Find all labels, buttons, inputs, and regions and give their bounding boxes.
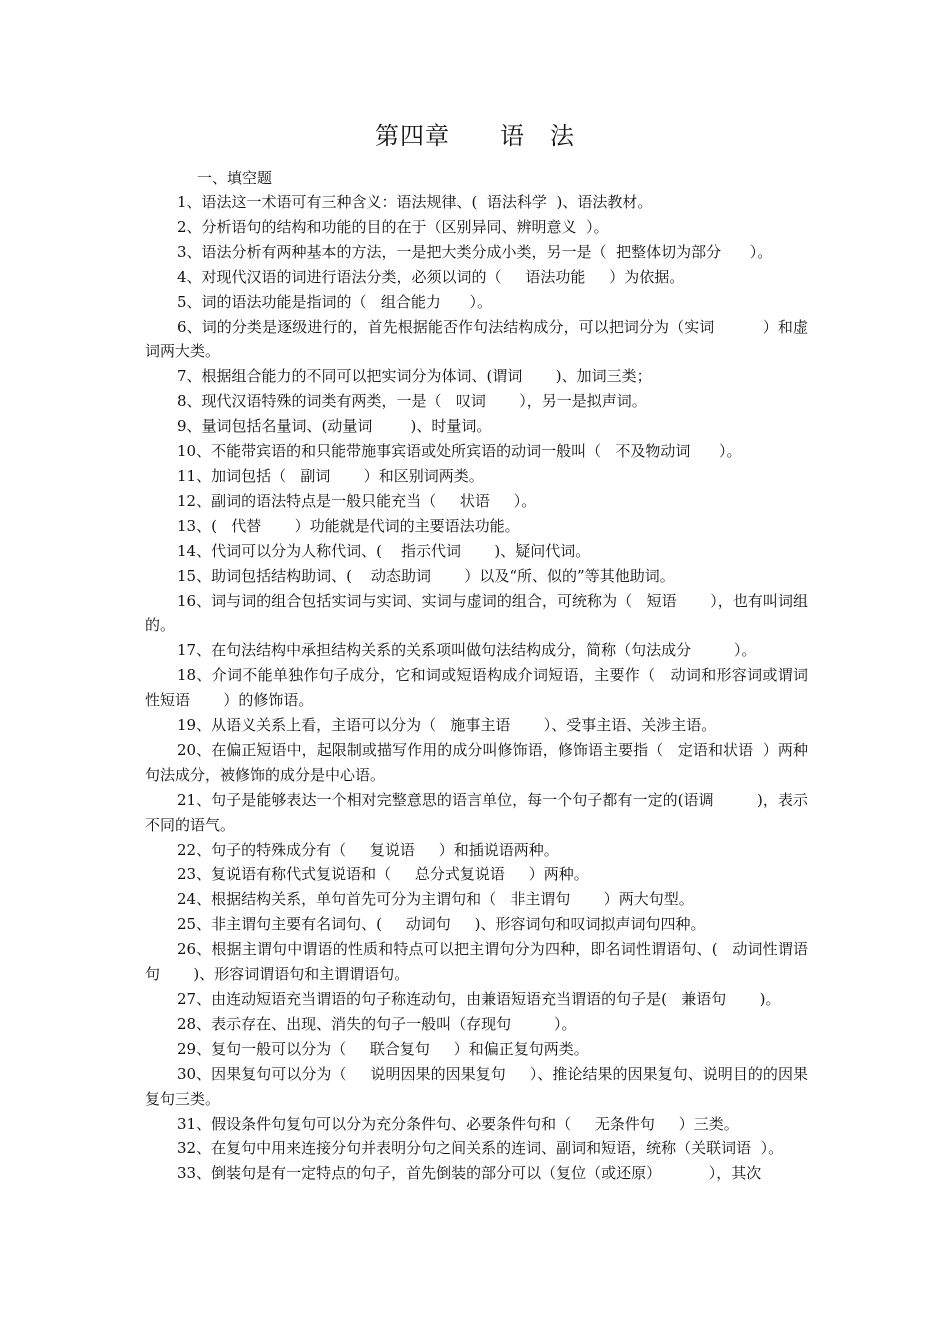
question-item: 29、复句一般可以分为（ 联合复句 ）和偏正复句两类。 — [177, 1039, 589, 1058]
question-item: 5、词的语法功能是指词的（ 组合能力 ）。 — [177, 292, 492, 311]
question-item: 18、介词不能单独作句子成分，它和词或短语构成介词短语，主要作（ 动词和形容词或谓词性短语 ）的修饰语。 — [145, 666, 808, 710]
question-item: 1、语法这一术语可有三种含义：语法规律、( 语法科学 )、语法教材。 — [177, 193, 653, 211]
question-item: 7、根据组合能力的不同可以把实词分为体词、(谓词 )、加词三类； — [177, 367, 652, 386]
question-list — [145, 190, 808, 1186]
question-item: 31、假设条件句复句可以分为充分条件句、必要条件句和（ 无条件句 ）三类。 — [177, 1114, 739, 1133]
question-item: 12、副词的语法特点是一般只能充当（ 状语 ）。 — [177, 491, 537, 510]
question-item: 21、句子是能够表达一个相对完整意思的语言单位，每一个句子都有一定的(语调 )，表示不同的语气。 — [145, 790, 808, 834]
question-item: 27、由连动短语充当谓语的句子称连动句，由兼语短语充当谓语的句子是( 兼语句 )。 — [177, 990, 781, 1008]
question-item: 10、不能带宾语的和只能带施事宾语或处所宾语的动词一般叫（ 不及物动词 ）。 — [177, 442, 742, 461]
question-item: 28、表示存在、出现、消失的句子一般叫（存现句 ）。 — [177, 1014, 577, 1033]
question-item: 26、根据主谓句中谓语的性质和特点可以把主谓句分为四种，即名词性谓语句、( 动词性谓语句 )、形容词谓语句和主谓谓语句。 — [145, 940, 808, 984]
question-item: 15、助词包括结构助词、( 动态助词 ）以及“所、似的”等其他助词。 — [177, 566, 675, 585]
chapter-title: 第四章 语 法 — [375, 122, 575, 150]
question-item: 14、代词可以分为人称代词、( 指示代词 )、疑问代词。 — [177, 541, 591, 560]
question-item: 22、句子的特殊成分有（ 复说语 ）和插说语两种。 — [177, 840, 559, 859]
question-item: 25、非主谓句主要有名词句、( 动词句 )、形容词句和叹词拟声词句四种。 — [177, 915, 706, 934]
question-item: 17、在句法结构中承担结构关系的关系项叫做句法结构成分，简称（句法成分 ）。 — [177, 641, 757, 660]
section-heading: 一、填空题 — [197, 169, 273, 187]
question-item: 19、从语义关系上看，主语可以分为（ 施事主语 ）、受事主语、关涉主语。 — [177, 716, 717, 735]
question-item: 33、倒装句是有一定特点的句子，首先倒装的部分可以（复位（或还原） ），其次 — [177, 1164, 762, 1183]
question-item: 24、根据结构关系，单句首先可分为主谓句和（ 非主谓句 ）两大句型。 — [177, 890, 694, 909]
question-item: 9、量词包括名量词、(动量词 )、时量词。 — [177, 417, 492, 436]
question-item: 30、因果复句可以分为（ 说明因果的因果复句 ）、推论结果的因果复句、说明目的的因果复句三类。 — [145, 1064, 808, 1108]
question-item: 13、( 代替 ）功能就是代词的主要语法功能。 — [177, 516, 520, 535]
question-item: 20、在偏正短语中，起限制或描写作用的成分叫修饰语，修饰语主要指（ 定语和状语 ）两种句法成分，被修饰的成分是中心语。 — [145, 740, 808, 784]
question-item: 32、在复句中用来连接分句并表明分句之间关系的连词、副词和短语，统称（关联词语 ）。 — [177, 1139, 784, 1158]
question-item: 23、复说语有称代式复说语和（ 总分式复说语 ）两种。 — [177, 865, 589, 884]
question-item: 2、分析语句的结构和功能的目的在于（区别异同、辨明意义 ）。 — [177, 217, 609, 236]
question-item: 4、对现代汉语的词进行语法分类，必须以词的（ 语法功能 ）为依据。 — [177, 267, 685, 286]
question-item: 16、词与词的组合包括实词与实词、实词与虚词的组合，可统称为（ 短语 ），也有叫词组的。 — [145, 591, 808, 635]
question-item: 3、语法分析有两种基本的方法，一是把大类分成小类，另一是（ 把整体切为部分 ）。 — [177, 242, 773, 261]
question-item: 11、加词包括（ 副词 ）和区别词两类。 — [177, 466, 484, 485]
question-item: 6、词的分类是逐级进行的，首先根据能否作句法结构成分，可以把词分为（实词 ）和虚词两大类。 — [145, 317, 808, 361]
question-item: 8、现代汉语特殊的词类有两类，一是（ 叹词 ），另一是拟声词。 — [177, 392, 647, 411]
